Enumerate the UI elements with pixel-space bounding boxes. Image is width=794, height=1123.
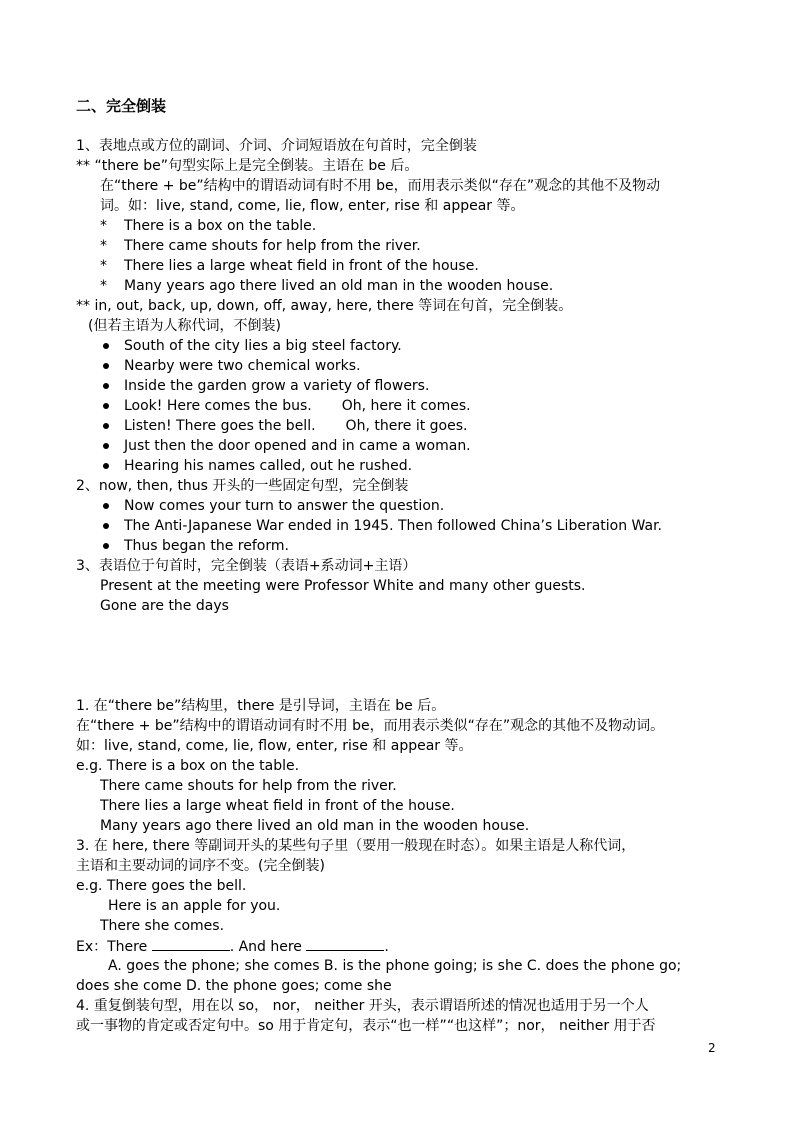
star-marker: *	[100, 238, 107, 254]
bullet-icon	[103, 363, 109, 369]
bullet-item: Inside the garden grow a variety of flowers.	[124, 378, 430, 394]
exercise-prefix: Ex：There	[76, 939, 148, 955]
paragraph-line: 主语和主要动词的词序不变。(完全倒装)	[76, 858, 325, 874]
example-sentence: There she comes.	[100, 918, 225, 934]
bullet-item	[124, 396, 734, 416]
example-sentence: There lies a large wheat field in front of the house.	[124, 258, 479, 274]
paragraph-line: 如：live, stand, come, lie, flow, enter, rise 和 appear 等。	[76, 738, 473, 754]
answer-blank[interactable]	[152, 936, 230, 951]
bullet-icon	[103, 423, 109, 429]
bullet-item	[124, 416, 734, 436]
rule-1-title: 1、表地点或方位的副词、介词、介词短语放在句首时，完全倒装	[76, 138, 477, 154]
bullet-icon	[103, 523, 109, 529]
bullet-item-part: Listen! There goes the bell.	[124, 418, 316, 434]
rule-2-title: 2、now, then, thus 开头的一些固定句型，完全倒装	[76, 478, 409, 494]
bullet-item: The Anti-Japanese War ended in 1945. Then followed China’s Liberation War.	[124, 518, 662, 534]
paragraph-line: 在“there + be”结构中的谓语动词有时不用 be，而用表示类似“存在”观念的其他不及物动词。	[76, 718, 665, 734]
bullet-item: Now comes your turn to answer the question.	[124, 498, 445, 514]
page-number: 2	[708, 1041, 716, 1055]
exercise-question	[76, 936, 734, 956]
example-sentence: Many years ago there lived an old man in the wooden house.	[100, 818, 530, 834]
bullet-item-part: Look! Here comes the bus.	[124, 398, 312, 414]
bullet-icon	[103, 343, 109, 349]
bullet-item: Hearing his names called, out he rushed.	[124, 458, 413, 474]
example-sentence: There came shouts for help from the river.	[100, 778, 397, 794]
note-there-be: ** “there be”句型实际上是完全倒装。主语在 be 后。	[76, 158, 419, 174]
section-heading: 二、完全倒装	[76, 97, 167, 115]
bullet-icon	[103, 543, 109, 549]
answer-blank[interactable]	[306, 936, 384, 951]
bullet-item: Just then the door opened and in came a woman.	[124, 438, 471, 454]
example-sentence: e.g. There goes the bell.	[76, 878, 247, 894]
example-sentence: Many years ago there lived an old man in the wooden house.	[124, 278, 554, 294]
bullet-item: South of the city lies a big steel factory.	[124, 338, 402, 354]
lower-rule-3: 3. 在 here, there 等副词开头的某些句子里（要用一般现在时态）。如果主语是人称代词，	[76, 838, 636, 854]
exercise-mid: . And here	[229, 939, 302, 955]
example-sentence: There lies a large wheat field in front of the house.	[100, 798, 455, 814]
lower-rule-1: 1. 在“there be”结构里，there 是引导词，主语在 be 后。	[76, 698, 446, 714]
paragraph-line: 在“there + be”结构中的谓语动词有时不用 be，而用表示类似“存在”观念的其他不及物动	[100, 178, 661, 194]
bullet-item-part: Oh, there it goes.	[345, 418, 468, 434]
exercise-options: does she come D. the phone goes; come she	[76, 978, 392, 994]
rule-3-title: 3、表语位于句首时，完全倒装（表语+系动词+主语）	[76, 558, 417, 574]
exercise-end: .	[384, 939, 389, 955]
bullet-item: Thus began the reform.	[124, 538, 289, 554]
bullet-icon	[103, 383, 109, 389]
example-sentence: Present at the meeting were Professor White and many other guests.	[100, 578, 586, 594]
example-sentence: There came shouts for help from the river.	[124, 238, 421, 254]
bullet-icon	[103, 463, 109, 469]
exercise-options: A. goes the phone; she comes B. is the phone going; is she C. does the phone go;	[108, 958, 682, 974]
example-sentence: There is a box on the table.	[124, 218, 317, 234]
example-sentence: e.g. There is a box on the table.	[76, 758, 300, 774]
bullet-item: Nearby were two chemical works.	[124, 358, 361, 374]
lower-rule-4: 4. 重复倒装句型，用在以 so， nor， neither 开头，表示谓语所述的情况也适用于另一个人	[76, 998, 649, 1014]
star-marker: *	[100, 278, 107, 294]
example-sentence: Gone are the days	[100, 598, 229, 614]
bullet-icon	[103, 443, 109, 449]
note-adverbs: ** in, out, back, up, down, off, away, here, there 等词在句首，完全倒装。	[76, 298, 573, 314]
bullet-item-part: Oh, here it comes.	[341, 398, 471, 414]
note-exception: (但若主语为人称代词，不倒装)	[88, 318, 281, 334]
bullet-icon	[103, 403, 109, 409]
star-marker: *	[100, 218, 107, 234]
example-sentence: Here is an apple for you.	[108, 898, 281, 914]
paragraph-line: 词。如：live, stand, come, lie, flow, enter, rise 和 appear 等。	[100, 198, 525, 214]
star-marker: *	[100, 258, 107, 274]
bullet-icon	[103, 503, 109, 509]
paragraph-line: 或一事物的肯定或否定句中。so 用于肯定句，表示“也一样”“也这样”；nor， neither 用于否	[76, 1018, 656, 1034]
